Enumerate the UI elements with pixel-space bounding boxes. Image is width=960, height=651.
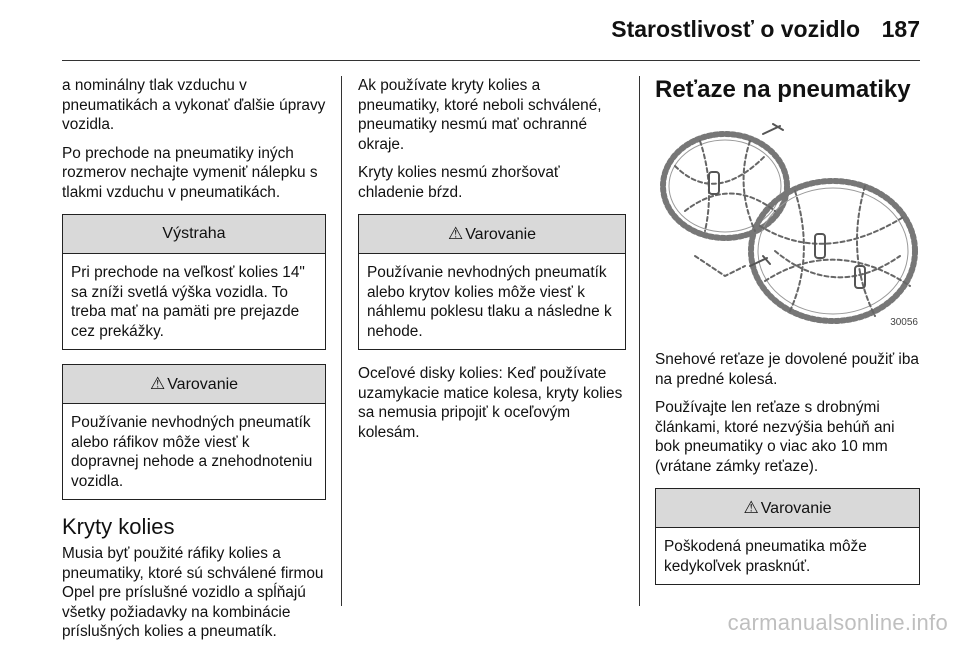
- warning-icon: ⚠: [149, 374, 166, 393]
- caution-box-title: Výstraha: [63, 215, 325, 254]
- caution-box-body: Pri prechode na veľkosť kolies 14" sa zníži svetlá výška vozidla. To treba mať na pamäti pre prejazde cez prekážky.: [71, 264, 305, 340]
- caution-box: [62, 214, 326, 350]
- paragraph: Používajte len reťaze s drobnými článkami, ktoré nezvýšia behúň ani bok pneumatiky o viac ako 10 mm (vrátane zámky reťaze).: [655, 399, 895, 475]
- column-separator-2: [639, 76, 640, 606]
- warning-icon: ⚠: [447, 224, 464, 243]
- section-heading: Reťaze na pneumatiky: [655, 76, 911, 103]
- watermark: carmanualsonline.info: [727, 610, 948, 635]
- warning-box: [358, 214, 626, 350]
- warning-box-title: Varovanie: [465, 226, 537, 243]
- warning-box-body: Používanie nevhodných pneumatík alebo ráfikov môže viesť k dopravnej nehode a znehodnoteniu vozidla.: [71, 414, 313, 490]
- column-3: [655, 76, 920, 599]
- paragraph: Musia byť použité ráfiky kolies a pneumatiky, ktoré sú schválené firmou Opel pre príslušné vozidlo a spĺňajú všetky požiadavky na kombinácie príslušných kolies a pneumatík.: [62, 545, 324, 640]
- snow-chains-drawing: [655, 116, 920, 334]
- warning-box-body: Poškodená pneumatika môže kedykoľvek prasknúť.: [664, 538, 867, 575]
- column-1: [62, 76, 326, 651]
- warning-box-body: Používanie nevhodných pneumatík alebo krytov kolies môže viesť k náhlemu poklesu tlaku a následne k nehode.: [367, 264, 612, 340]
- paragraph: Oceľové disky kolies: Keď používate uzamykacie matice kolesa, kryty kolies sa nemusia pripojiť k oceľovým kolesám.: [358, 365, 623, 441]
- paragraph: Po prechode na pneumatiky iných rozmerov nechajte vymeniť nálepku s tlakmi vzduchu v pneumatikách.: [62, 144, 318, 201]
- warning-box-header: [656, 489, 919, 528]
- warning-icon: ⚠: [743, 498, 759, 517]
- warning-box-header: [63, 365, 325, 404]
- paragraph: a nominálny tlak vzduchu v pneumatikách a vykonať ďalšie úpravy vozidla.: [62, 77, 326, 133]
- figure-number: 30056: [890, 316, 918, 328]
- snow-chains-illustration: [655, 116, 920, 334]
- warning-box: [655, 488, 920, 585]
- paragraph: Ak používate kryty kolies a pneumatiky, ktoré neboli schválené, pneumatiky nesmú mať ochranné okraje.: [358, 77, 602, 153]
- warning-box-title: Varovanie: [167, 376, 239, 393]
- header-title: Starostlivosť o vozidlo: [611, 16, 860, 42]
- paragraph: Kryty kolies nesmú zhoršovať chladenie bŕzd.: [358, 164, 560, 201]
- header-rule: [62, 60, 920, 61]
- column-2: [358, 76, 626, 451]
- page-number: 187: [881, 16, 920, 42]
- warning-box: [62, 364, 326, 500]
- column-separator-1: [341, 76, 342, 606]
- paragraph: Snehové reťaze je dovolené použiť iba na predné kolesá.: [655, 351, 919, 388]
- section-heading: Kryty kolies: [62, 514, 175, 539]
- warning-box-header: [359, 215, 625, 254]
- warning-box-title: Varovanie: [760, 500, 832, 517]
